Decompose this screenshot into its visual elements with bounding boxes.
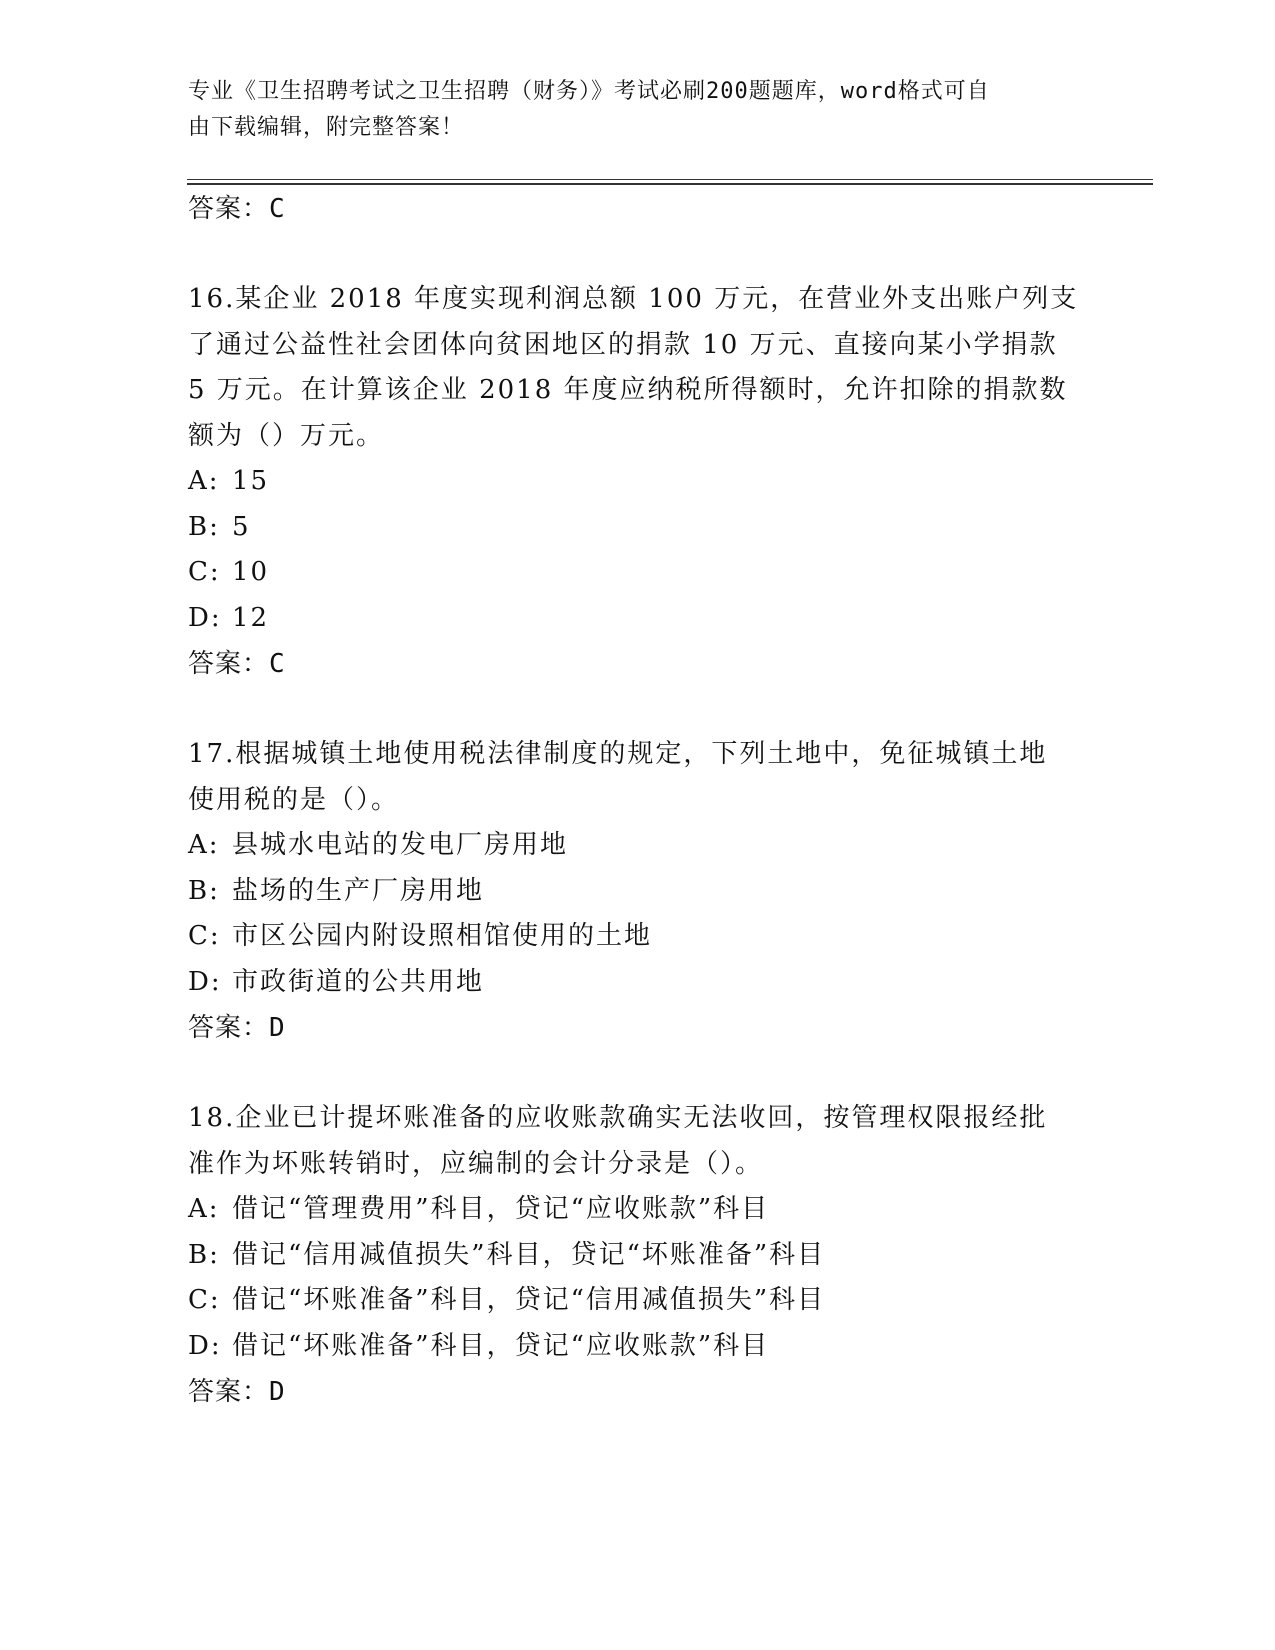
option-text: 盐场的生产厂房用地 bbox=[232, 875, 485, 906]
header-line-1: 专业《卫生招聘考试之卫生招聘（财务）》考试必刷200题题库，word格式可自 bbox=[188, 79, 990, 104]
question-18 bbox=[188, 1096, 1088, 1415]
option-d bbox=[188, 596, 1088, 642]
option-letter: A: bbox=[188, 466, 220, 496]
question-answer: 答案：D bbox=[188, 1377, 286, 1407]
header-divider-thick bbox=[187, 183, 1153, 185]
stem-line: 准作为坏账转销时，应编制的会计分录是（）。 bbox=[188, 1148, 764, 1179]
question-answer: 答案：C bbox=[188, 649, 286, 679]
option-a bbox=[188, 1187, 1088, 1233]
option-text: 市区公园内附设照相馆使用的土地 bbox=[232, 921, 653, 951]
stem-line: 使用税的是（）。 bbox=[188, 784, 400, 815]
stem-line: 18.企业已计提坏账准备的应收账款确实无法收回，按管理权限报经批 bbox=[188, 1103, 1048, 1133]
option-text: 借记“坏账准备”科目，贷记“信用减值损失”科目 bbox=[232, 1285, 826, 1315]
stem-line: 额为（）万元。 bbox=[188, 420, 385, 451]
question-stem bbox=[188, 732, 1088, 823]
stem-line: 16.某企业 2018 年度实现利润总额 100 万元，在营业外支出账户列支 bbox=[188, 284, 1079, 314]
option-c bbox=[188, 1278, 1088, 1324]
option-d bbox=[188, 1324, 1088, 1370]
option-letter: D: bbox=[188, 602, 222, 633]
option-text: 10 bbox=[232, 557, 270, 587]
header-line-2: 由下载编辑，附完整答案！ bbox=[188, 115, 465, 140]
question-16 bbox=[188, 277, 1088, 687]
option-text: 12 bbox=[232, 602, 270, 633]
option-letter: B: bbox=[188, 1239, 220, 1270]
option-text: 市政街道的公共用地 bbox=[232, 966, 485, 997]
option-c bbox=[188, 914, 1088, 960]
option-text: 15 bbox=[232, 466, 270, 496]
question-list bbox=[188, 186, 1088, 1415]
option-text: 借记“坏账准备”科目，贷记“应收账款”科目 bbox=[232, 1330, 770, 1361]
option-letter: C: bbox=[188, 1285, 221, 1315]
option-d bbox=[188, 960, 1088, 1006]
option-text: 5 bbox=[232, 511, 251, 542]
option-b bbox=[188, 1233, 1088, 1279]
option-a bbox=[188, 459, 1088, 505]
option-letter: D: bbox=[188, 966, 222, 997]
option-text: 借记“信用减值损失”科目，贷记“坏账准备”科目 bbox=[232, 1239, 826, 1270]
option-letter: B: bbox=[188, 511, 220, 542]
stem-line: 了通过公益性社会团体向贫困地区的捐款 10 万元、直接向某小学捐款 bbox=[188, 329, 1058, 360]
option-a bbox=[188, 823, 1088, 869]
previous-answer: 答案：C bbox=[188, 194, 286, 224]
header-divider-thin bbox=[187, 179, 1153, 180]
option-letter: C: bbox=[188, 921, 221, 951]
option-letter: D: bbox=[188, 1330, 222, 1361]
stem-line: 5 万元。在计算该企业 2018 年度应纳税所得额时，允许扣除的捐款数 bbox=[188, 375, 1068, 405]
question-17 bbox=[188, 732, 1088, 1051]
option-text: 县城水电站的发电厂房用地 bbox=[232, 830, 569, 860]
option-letter: C: bbox=[188, 557, 221, 587]
document-header bbox=[188, 74, 1088, 146]
option-c bbox=[188, 550, 1088, 596]
option-text: 借记“管理费用”科目，贷记“应收账款”科目 bbox=[232, 1194, 770, 1224]
question-stem bbox=[188, 277, 1088, 459]
question-answer: 答案：D bbox=[188, 1013, 286, 1043]
option-b bbox=[188, 869, 1088, 915]
stem-line: 17.根据城镇土地使用税法律制度的规定，下列土地中，免征城镇土地 bbox=[188, 739, 1048, 769]
option-letter: A: bbox=[188, 830, 220, 860]
option-letter: A: bbox=[188, 1194, 220, 1224]
question-stem bbox=[188, 1096, 1088, 1187]
option-b bbox=[188, 505, 1088, 551]
option-letter: B: bbox=[188, 875, 220, 906]
